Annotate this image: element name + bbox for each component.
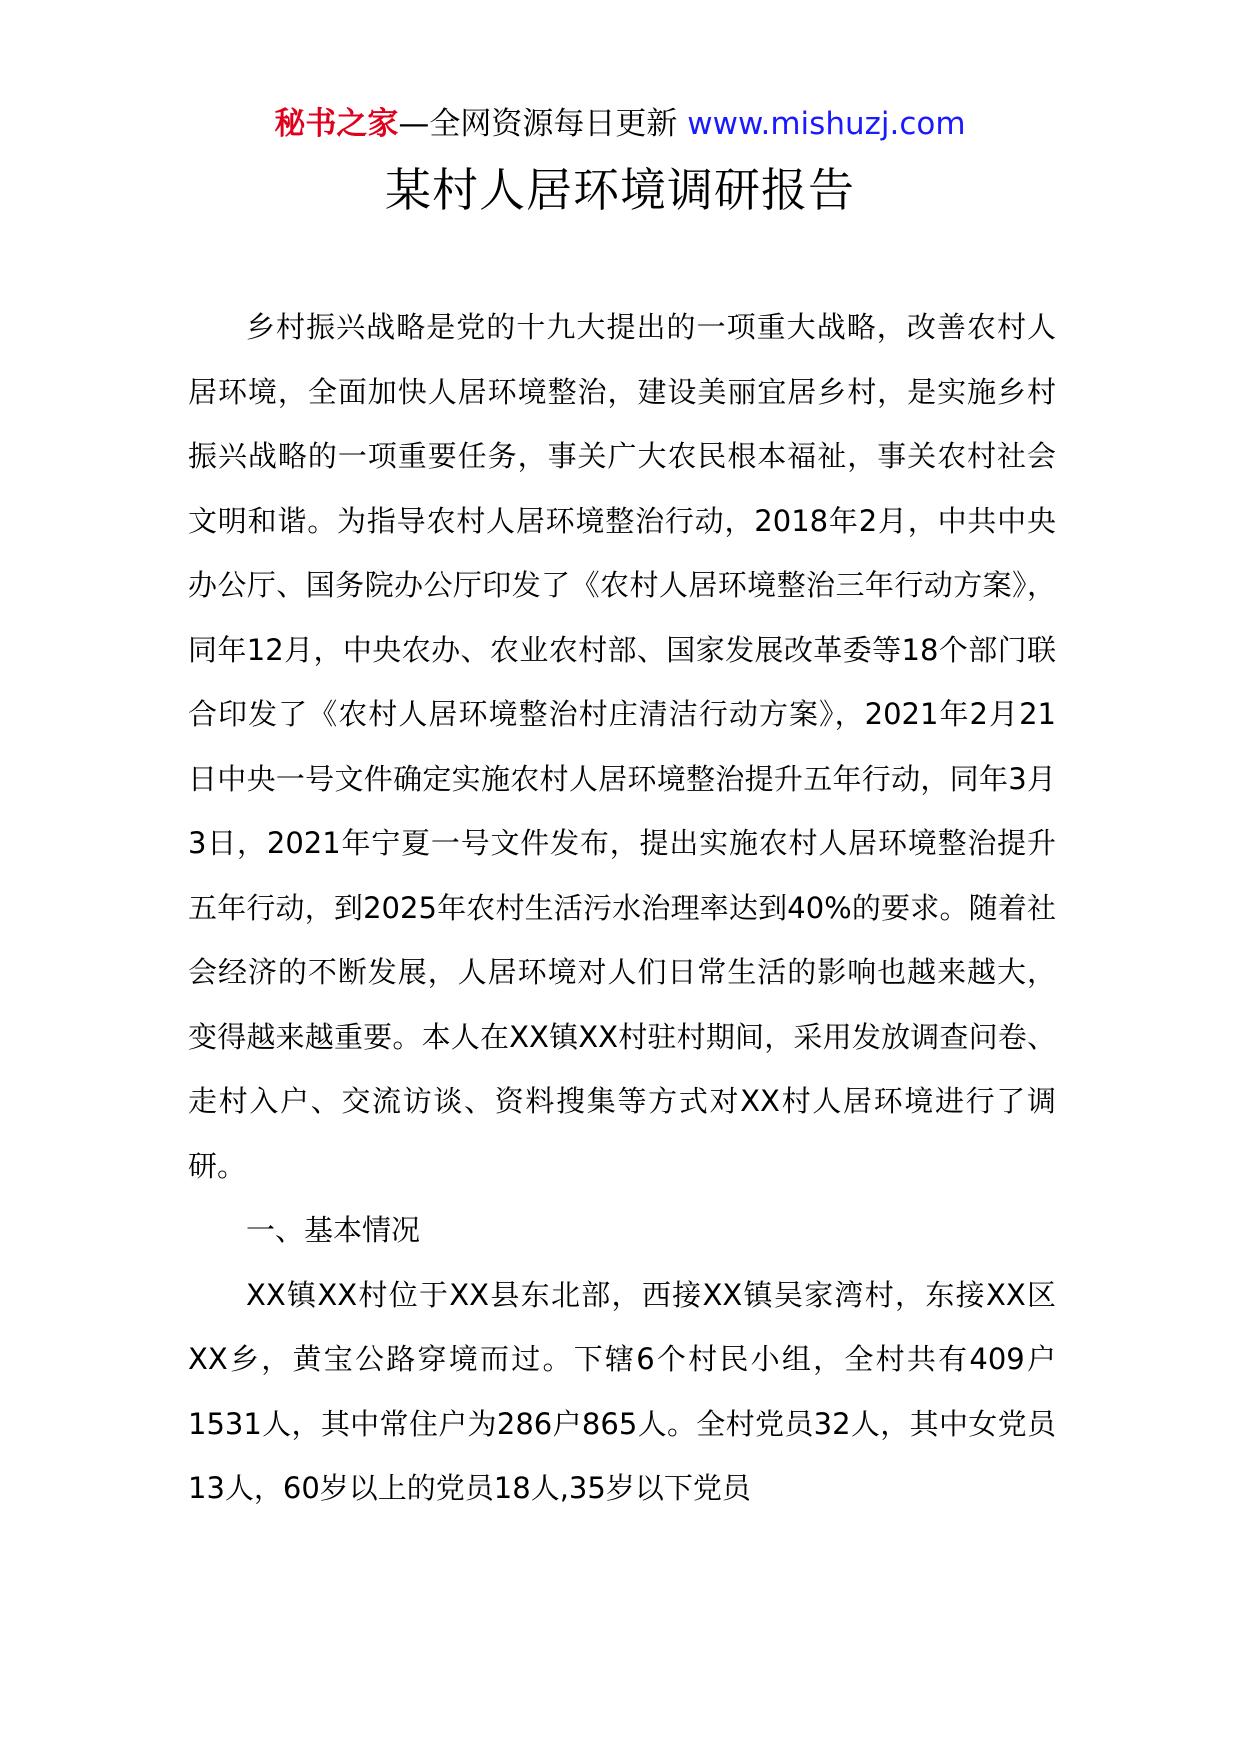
site-tagline: —全网资源每日更新 (398, 106, 688, 142)
site-header (0, 102, 1240, 146)
site-url-link[interactable]: www.mishuzj.com (687, 106, 966, 142)
basic-info-paragraph: XX镇XX村位于XX县东北部，西接XX镇吴家湾村，东接XX区XX乡，黄宝公路穿境而过。下辖6个村民小组，全村共有409户1531人，其中常住户为286户865人。全村党员32人，其中女党员13人，60岁以上的党员18人,35岁以下党员 (188, 1277, 1056, 1505)
site-brand: 秘书之家 (274, 106, 399, 142)
intro-paragraph: 乡村振兴战略是党的十九大提出的一项重大战略，改善农村人居环境，全面加快人居环境整治，建设美丽宜居乡村，是实施乡村振兴战略的一项重要任务，事关广大农民根本福祉，事关农村社会文明和谐。为指导农村人居环境整治行动，2018年2月，中共中央办公厅、国务院办公厅印发了《农村人居环境整治三年行动方案》，同年12月，中央农办、农业农村部、国家发展改革委等18个部门联合印发了《农村人居环境整治村庄清洁行动方案》，2021年2月21日中央一号文件确定实施农村人居环境整治提升五年行动，同年3月3日，2021年宁夏一号文件发布，提出实施农村人居环境整治提升五年行动，到2025年农村生活污水治理率达到40%的要求。随着社会经济的不断发展，人居环境对人们日常生活的影响也越来越大，变得越来越重要。本人在XX镇XX村驻村期间，采用发放调查问卷、走村入户、交流访谈、资料搜集等方式对XX村人居环境进行了调研。 (188, 310, 1056, 1183)
document-body (188, 295, 1056, 1521)
section-heading-basic-info: 一、基本情况 (246, 1213, 421, 1247)
document-title: 某村人居环境调研报告 (385, 163, 855, 217)
